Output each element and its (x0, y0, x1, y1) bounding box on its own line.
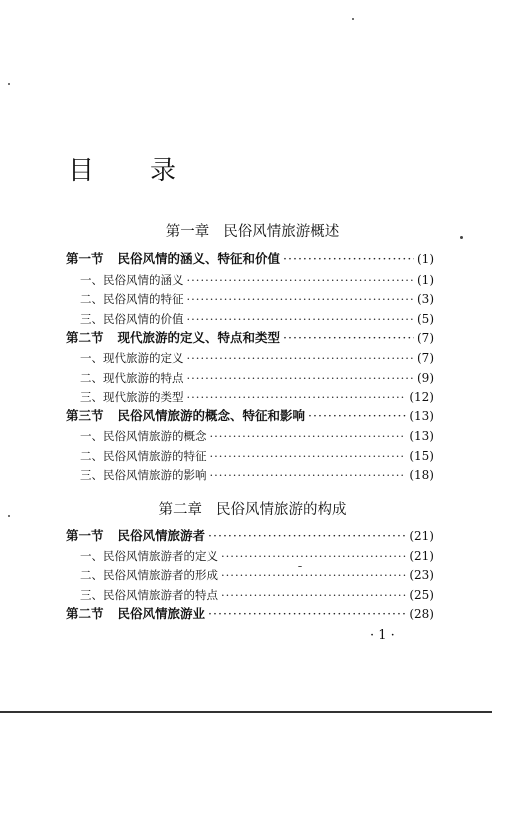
page-number: (1) (417, 252, 434, 266)
dot-leader (221, 551, 406, 563)
toc-title-char-2: 录 (150, 156, 177, 186)
sub-entry-label: 二、现代旅游的特点 (80, 371, 184, 385)
dot-leader (210, 470, 407, 482)
sub-entry-label: 二、民俗风情的特征 (80, 292, 184, 306)
section-number: 第二节 (66, 330, 104, 345)
page-number: (23) (409, 568, 434, 582)
sub-entry-label: 三、民俗风情旅游者的特点 (80, 588, 218, 602)
toc-section-entry[interactable] (66, 530, 434, 543)
sub-entry-label: 三、民俗风情旅游的影响 (80, 468, 207, 482)
page-number: (13) (409, 409, 434, 423)
dot-leader (187, 314, 415, 326)
section-title: 民俗风情的涵义、特征和价值 (117, 251, 281, 266)
page-number: (5) (417, 312, 434, 326)
chapter-number: 第二章 (158, 502, 202, 518)
page-number: (9) (417, 371, 434, 385)
section-number: 第三节 (66, 408, 104, 423)
dot-leader (221, 570, 406, 582)
page-number: (1) (417, 273, 434, 287)
dot-leader (208, 530, 406, 543)
toc-section-entry[interactable] (66, 608, 434, 621)
dot-leader (187, 373, 415, 385)
toc-sub-entry[interactable] (80, 450, 434, 463)
chapter-title: 民俗风情旅游概述 (223, 224, 340, 240)
bottom-rule (0, 711, 492, 713)
dot-leader (283, 332, 414, 345)
toc-sub-entry[interactable] (80, 469, 434, 482)
toc-sub-entry[interactable] (80, 550, 434, 563)
toc-sub-entry[interactable] (80, 569, 434, 582)
toc-sub-entry[interactable] (80, 391, 434, 404)
sub-entry-label: 三、民俗风情的价值 (80, 312, 184, 326)
scan-speck (8, 515, 10, 517)
toc-sub-entry[interactable] (80, 589, 434, 602)
page-folio: · 1 · (370, 628, 395, 643)
page-number: (3) (417, 292, 434, 306)
toc-section-entry[interactable] (66, 410, 434, 423)
page-number: (7) (417, 331, 434, 345)
dot-leader (187, 275, 415, 287)
toc-section-entry[interactable] (66, 332, 434, 345)
section-number: 第一节 (66, 251, 104, 266)
dot-leader (187, 392, 407, 404)
dot-leader (308, 410, 406, 423)
toc-section-entry[interactable] (66, 253, 434, 266)
toc-title (68, 150, 177, 187)
section-title: 民俗风情旅游的概念、特征和影响 (117, 408, 306, 423)
chapter-title: 民俗风情旅游的构成 (216, 502, 347, 518)
dot-leader (187, 353, 415, 365)
scan-speck (8, 83, 10, 85)
sub-entry-label: 一、民俗风情旅游的概念 (80, 429, 207, 443)
dot-leader (187, 294, 415, 306)
toc-sub-entry[interactable] (80, 274, 434, 287)
section-title: 现代旅游的定义、特点和类型 (117, 330, 281, 345)
page-number: (15) (409, 449, 434, 463)
sub-entry-label: 一、民俗风情的涵义 (80, 273, 184, 287)
toc-sub-entry[interactable] (80, 313, 434, 326)
page-number: (21) (409, 529, 434, 543)
dot-leader (283, 253, 414, 266)
scan-speck (460, 236, 463, 239)
dot-leader (210, 431, 407, 443)
page-number: (13) (409, 429, 434, 443)
section-title: 民俗风情旅游业 (117, 606, 206, 621)
page-number: (25) (409, 588, 434, 602)
sub-entry-label: 二、民俗风情旅游的特征 (80, 449, 207, 463)
section-title: 民俗风情旅游者 (117, 528, 206, 543)
sub-entry-label: 一、现代旅游的定义 (80, 351, 184, 365)
dot-leader (221, 590, 406, 602)
toc-sub-entry[interactable] (80, 352, 434, 365)
page-number: (21) (409, 549, 434, 563)
dot-leader (210, 451, 407, 463)
toc-sub-entry[interactable] (80, 430, 434, 443)
toc-title-char-1: 目 (68, 156, 95, 186)
page-number: (18) (409, 468, 434, 482)
page-number: (28) (409, 607, 434, 621)
scan-speck (352, 18, 354, 20)
page-number: (12) (409, 390, 434, 404)
section-number: 第二节 (66, 606, 104, 621)
chapter-heading (0, 220, 505, 241)
sub-entry-label: 一、民俗风情旅游者的定义 (80, 549, 218, 563)
section-number: 第一节 (66, 528, 104, 543)
page-number: (7) (417, 351, 434, 365)
toc-sub-entry[interactable] (80, 372, 434, 385)
sub-entry-label: 三、现代旅游的类型 (80, 390, 184, 404)
toc-sub-entry[interactable] (80, 293, 434, 306)
chapter-heading (0, 498, 505, 519)
dot-leader (208, 608, 406, 621)
sub-entry-label: 二、民俗风情旅游者的形成 (80, 568, 218, 582)
chapter-number: 第一章 (165, 224, 210, 240)
scan-speck (298, 566, 302, 567)
